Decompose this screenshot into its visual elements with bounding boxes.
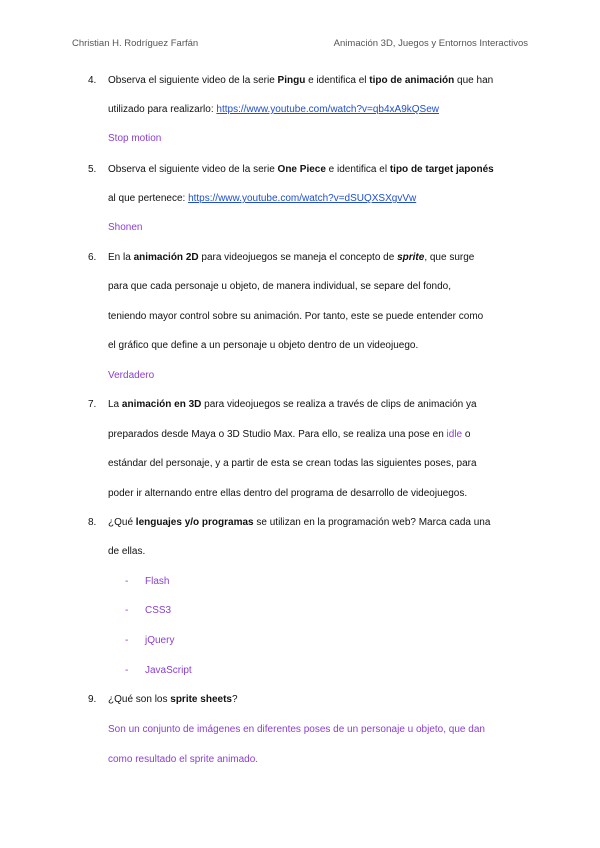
- q4-bold-pingu: Pingu: [277, 75, 306, 86]
- q7-line-2: [108, 428, 470, 442]
- q9-answer-line-1: Son un conjunto de imágenes en diferentes poses de un personaje u objeto, que dan: [108, 724, 485, 735]
- q4-bold-tipo: tipo de animación: [369, 75, 455, 86]
- q4-line-1: [108, 74, 493, 88]
- header-author: Christian H. Rodríguez Farfán: [72, 38, 199, 49]
- q8-bold-lenguajes: lenguajes y/o programas: [135, 517, 254, 528]
- q8-line-2: de ellas.: [108, 546, 146, 557]
- q5-text: Observa el siguiente video de la serie: [108, 164, 278, 175]
- q4-text: Observa el siguiente video de la serie: [108, 75, 278, 86]
- q9-line-1: [108, 693, 238, 707]
- q4-number: 4.: [88, 75, 97, 86]
- q5-youtube-link[interactable]: https://www.youtube.com/watch?v=dSUQXSXgvVw: [188, 193, 417, 204]
- q7-line-1: [108, 398, 477, 412]
- q6-line-4: el gráfico que define a un personaje u objeto dentro de un videojuego.: [108, 340, 419, 351]
- q5-bold-onepiece: One Piece: [277, 164, 326, 175]
- q7-text: para videojuegos se realiza a través de clips de animación ya: [201, 399, 477, 410]
- q7-bold-3d: animación en 3D: [121, 399, 202, 410]
- q6-text: , que surge: [424, 252, 475, 263]
- q6-line-3: teniendo mayor control sobre su animación. Por tanto, este se puede entender como: [108, 311, 484, 322]
- q8-number: 8.: [88, 517, 97, 528]
- q7-text: La: [108, 399, 122, 410]
- q9-text: ?: [231, 694, 238, 705]
- q4-text: e identifica el: [305, 75, 370, 86]
- q6-line-2: para que cada personaje u objeto, de manera individual, se separe del fondo,: [108, 281, 452, 292]
- header-course: Animación 3D, Juegos y Entornos Interactivos: [333, 38, 528, 49]
- list-bullet: -: [125, 576, 129, 587]
- q8-answer-item: JavaScript: [145, 665, 192, 676]
- q8-answer-item: Flash: [145, 576, 170, 587]
- q9-number: 9.: [88, 694, 97, 705]
- q9-text: ¿Qué son los: [108, 694, 171, 705]
- q4-text: que han: [454, 75, 494, 86]
- q6-text: En la: [108, 252, 134, 263]
- list-bullet: -: [125, 635, 129, 646]
- q5-line-2: [108, 192, 416, 206]
- q6-line-1: [108, 251, 474, 265]
- page-header: [72, 38, 528, 52]
- list-bullet: -: [125, 665, 129, 676]
- q7-answer-idle: idle: [446, 429, 463, 440]
- q7-line-4: poder ir alternando entre ellas dentro del programa de desarrollo de videojuegos.: [108, 488, 468, 499]
- q5-number: 5.: [88, 164, 97, 175]
- q8-answer-item: jQuery: [145, 635, 175, 646]
- q4-line-2: [108, 103, 439, 117]
- q4-text: utilizado para realizarlo:: [108, 104, 217, 115]
- q6-answer: Verdadero: [108, 370, 155, 381]
- q6-text: para videojuegos se maneja el concepto de: [198, 252, 398, 263]
- q7-text: o: [462, 429, 471, 440]
- q5-bold-target: tipo de target japonés: [389, 164, 494, 175]
- q9-bold-spritesheets: sprite sheets: [170, 694, 232, 705]
- list-bullet: -: [125, 605, 129, 616]
- q9-answer-line-2: como resultado el sprite animado.: [108, 754, 259, 765]
- q4-youtube-link[interactable]: https://www.youtube.com/watch?v=qb4xA9kQSew: [216, 104, 440, 115]
- q5-line-1: [108, 163, 494, 177]
- q8-line-1: [108, 516, 490, 530]
- q8-text: se utilizan en la programación web? Marca cada una: [253, 517, 491, 528]
- q8-answer-item: CSS3: [145, 605, 172, 616]
- q5-answer: Shonen: [108, 222, 143, 233]
- q7-text: preparados desde Maya o 3D Studio Max. Para ello, se realiza una pose en: [108, 429, 447, 440]
- q7-number: 7.: [88, 399, 97, 410]
- q8-text: ¿Qué: [108, 517, 136, 528]
- q5-text: al que pertenece:: [108, 193, 189, 204]
- q4-answer: Stop motion: [108, 133, 162, 144]
- q6-number: 6.: [88, 252, 97, 263]
- q7-line-3: estándar del personaje, y a partir de esta se crean todas las siguientes poses, para: [108, 458, 477, 469]
- q5-text: e identifica el: [325, 164, 390, 175]
- q6-italic-sprite: sprite: [397, 252, 425, 263]
- q6-bold-2d: animación 2D: [133, 252, 199, 263]
